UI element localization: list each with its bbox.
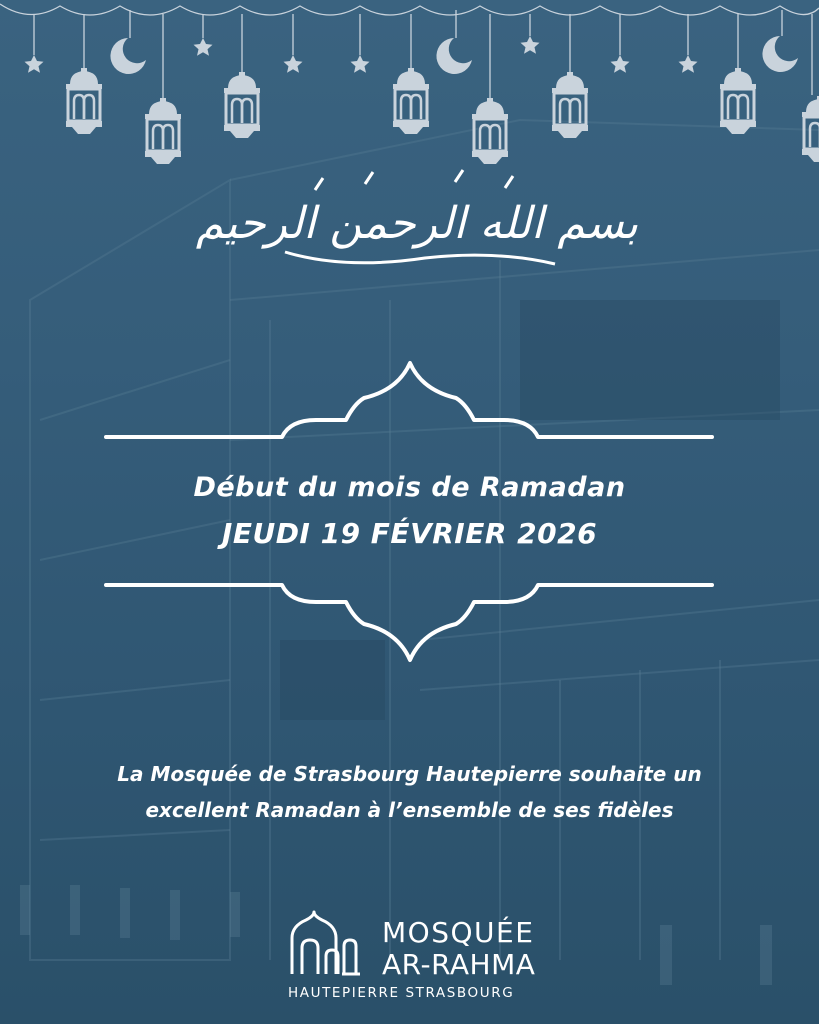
hanging-decorations — [0, 0, 819, 180]
star-icon — [351, 55, 370, 73]
lantern-icon — [720, 68, 756, 134]
message-line-2: excellent Ramadan à l’ensemble de ses fidèles — [145, 798, 674, 822]
lantern-icon — [393, 68, 429, 134]
crescent-moon-icon — [436, 38, 472, 74]
basmala-calligraphy — [195, 160, 639, 280]
lantern-icon — [66, 68, 102, 134]
mosque-logo — [286, 912, 556, 1004]
logo-subtitle: HAUTEPIERRE STRASBOURG — [288, 985, 515, 1001]
star-icon — [679, 55, 698, 73]
basmala-text: بسم الله الرحمن الرحيم — [195, 198, 639, 249]
lantern-icon — [802, 96, 819, 162]
mosque-logo-icon — [286, 912, 378, 982]
logo-name-line-1: MOSQUÉE — [382, 916, 535, 949]
star-icon — [284, 55, 303, 73]
announcement-date: JEUDI 19 FÉVRIER 2026 — [221, 517, 598, 550]
lantern-icon — [472, 98, 508, 164]
star-icon — [25, 55, 44, 73]
ornamental-frame — [0, 355, 819, 665]
logo-name-line-2: AR-RAHMA — [382, 948, 536, 981]
lantern-icon — [552, 72, 588, 138]
star-icon — [611, 55, 630, 73]
lantern-icon — [145, 98, 181, 164]
star-icon — [194, 38, 213, 56]
lantern-icon — [224, 72, 260, 138]
message-line-1: La Mosquée de Strasbourg Hautepierre souhaite un — [117, 762, 702, 786]
crescent-moon-icon — [110, 38, 146, 74]
star-icon — [521, 36, 540, 54]
crescent-moon-icon — [762, 36, 798, 72]
announcement-title: Début du mois de Ramadan — [193, 472, 626, 503]
